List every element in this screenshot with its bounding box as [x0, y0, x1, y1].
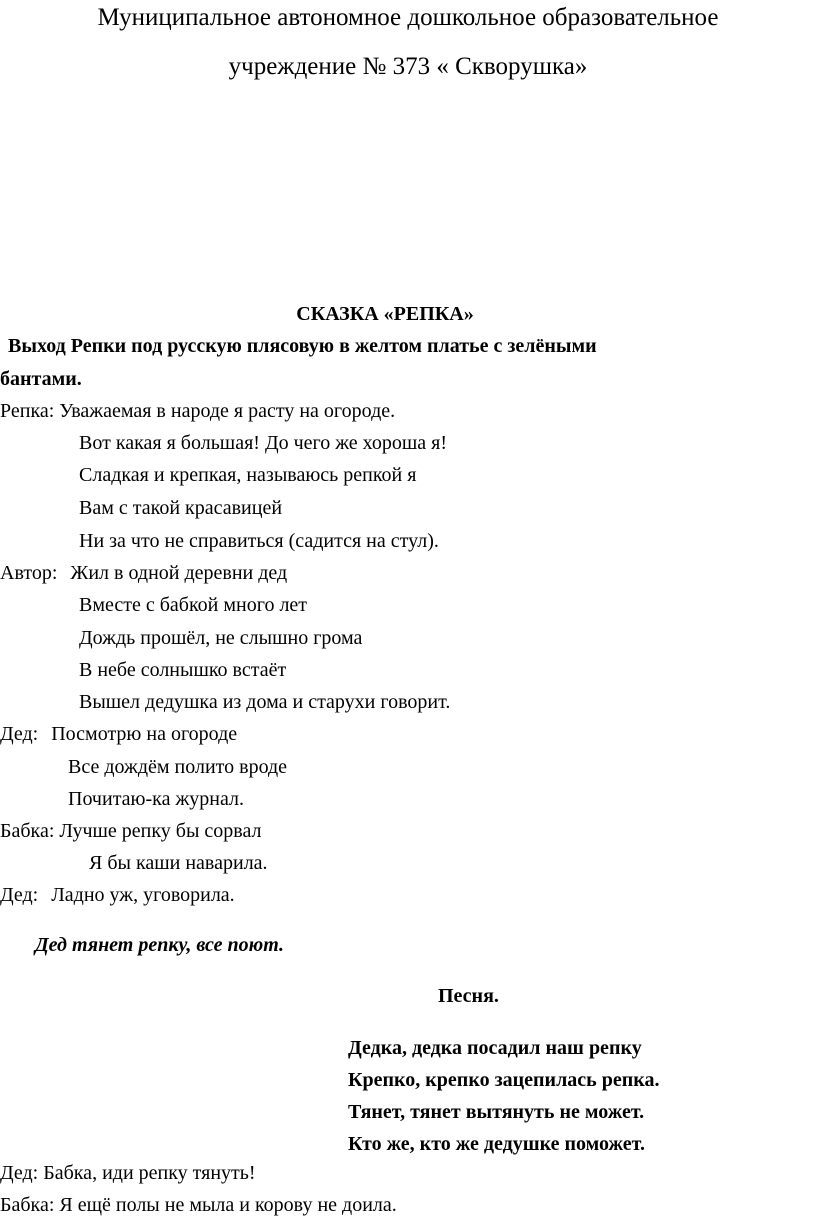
ded-line-1 [0, 721, 237, 747]
repka-text-1: Уважаемая в народе я расту на огороде. [59, 400, 396, 422]
intro-line-1: Выход Репки под русскую плясовую в желтом платье с зелёными [8, 335, 597, 357]
song-line-2: Крепко, крепко зацепилась репка. [348, 1069, 660, 1091]
speaker-babka-2: Бабка: [0, 1194, 55, 1216]
stage-direction: Дед тянет репку, все поют. [35, 934, 285, 956]
ded-line-3: Почитаю-ка журнал. [68, 788, 244, 810]
speaker-ded: Дед: [0, 723, 39, 745]
speaker-ded-2: Дед: [0, 884, 39, 906]
repka-line-2: Вот какая я большая! До чего же хороша я! [79, 432, 448, 454]
author-line-4: В небе солнышко встаёт [79, 659, 287, 681]
institution-name-line-2: учреждение № 373 « Скворушка» [228, 53, 588, 80]
babka-line-2: Я бы каши наварила. [89, 852, 268, 874]
song-line-4: Кто же, кто же дедушке поможет. [348, 1133, 645, 1155]
babka-text-1: Лучше репку бы сорвал [59, 820, 262, 842]
ded-text-5: Бабка, иди репку тянуть! [43, 1162, 256, 1184]
repka-line-5: Ни за что не справиться (садится на стул). [79, 530, 439, 552]
repka-line-3: Сладкая и крепкая, называюсь репкой я [79, 464, 417, 486]
institution-name-line-1: Муниципальное автономное дошкольное образовательное [97, 4, 719, 31]
ded-text-1: Посмотрю на огороде [51, 723, 238, 745]
ded-line-5 [0, 1160, 256, 1186]
song-line-3: Тянет, тянет вытянуть не может. [348, 1101, 645, 1123]
document-title: СКАЗКА «РЕПКА» [296, 303, 474, 325]
song-line-1: Дедка, дедка посадил наш репку [348, 1037, 642, 1059]
repka-line-1 [0, 398, 395, 424]
author-text-1: Жил в одной деревни дед [70, 562, 288, 584]
ded-text-4: Ладно уж, уговорила. [51, 884, 235, 906]
author-line-2: Вместе с бабкой много лет [79, 594, 308, 616]
author-line-5: Вышел дедушка из дома и старухи говорит. [79, 691, 451, 713]
song-title: Песня. [438, 985, 499, 1007]
babka-line-3 [0, 1192, 397, 1218]
speaker-author: Автор: [0, 562, 58, 584]
babka-text-3: Я ещё полы не мыла и корову не доила. [59, 1194, 397, 1216]
intro-line-2: бантами. [0, 368, 82, 390]
repka-line-4: Вам с такой красавицей [79, 497, 283, 519]
author-line-1 [0, 560, 287, 586]
speaker-repka: Репка: [0, 400, 55, 422]
ded-line-2: Все дождём полито вроде [68, 756, 288, 778]
speaker-ded-3: Дед: [0, 1162, 39, 1184]
babka-line-1 [0, 818, 262, 844]
ded-line-4 [0, 882, 235, 908]
speaker-babka: Бабка: [0, 820, 55, 842]
author-line-3: Дождь прошёл, не слышно грома [79, 627, 363, 649]
